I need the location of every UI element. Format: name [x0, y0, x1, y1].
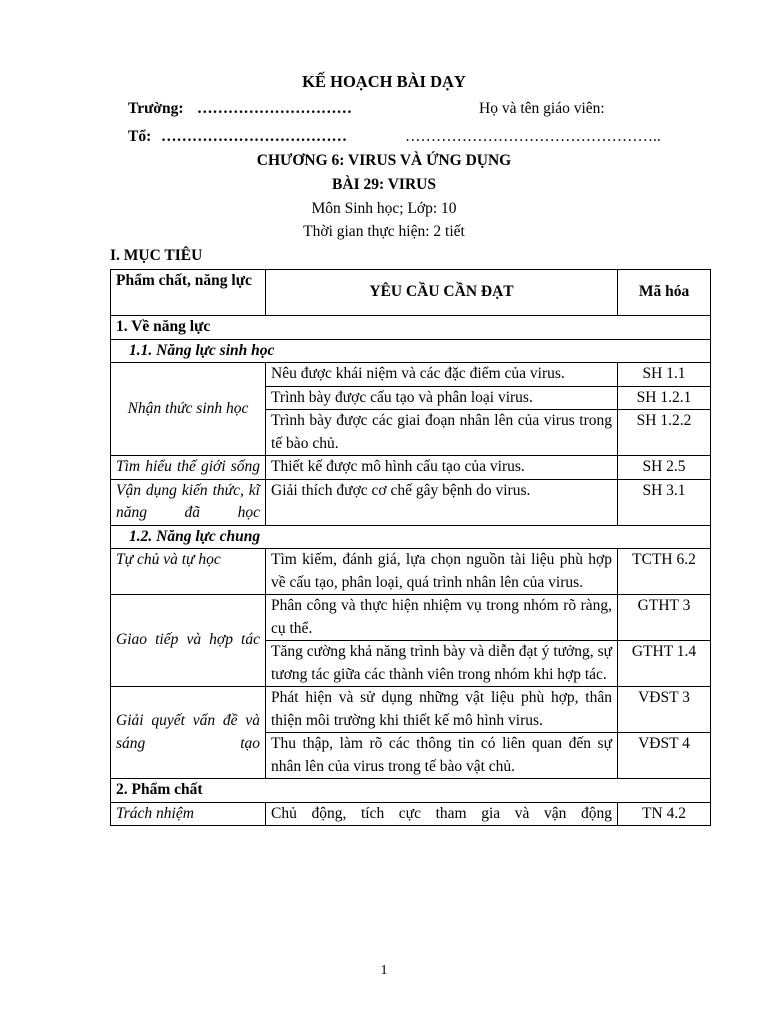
- school-label: Trường:: [128, 100, 184, 117]
- group-label: Tổ:: [128, 128, 152, 145]
- code-cell: GTHT 3: [618, 595, 711, 641]
- page-number: 1: [380, 963, 388, 978]
- group-title: 1. Về năng lực: [111, 316, 711, 340]
- table-header-row: [111, 270, 711, 316]
- competency-cell: Nhận thức sinh học: [111, 363, 266, 456]
- header-requirement: YÊU CẦU CẦN ĐẠT: [266, 270, 618, 316]
- code-cell: TN 4.2: [618, 802, 711, 826]
- requirement-cell: Phân công và thực hiện nhiệm vụ trong nhóm rõ ràng, cụ thể.: [266, 595, 618, 641]
- table-row: [111, 363, 711, 387]
- competency-cell: Tìm hiểu thế giới sống: [111, 456, 266, 480]
- objectives-table: [110, 269, 711, 826]
- code-cell: VĐST 4: [618, 733, 711, 779]
- code-cell: SH 2.5: [618, 456, 711, 480]
- lesson-title: BÀI 29: VIRUS: [332, 176, 436, 193]
- table-row: [111, 802, 711, 826]
- requirement-cell: Trình bày được cấu tạo và phân loại virus.: [266, 386, 618, 410]
- table-row: [111, 549, 711, 595]
- header-code: Mã hóa: [618, 270, 711, 316]
- group-title: 2. Phẩm chất: [111, 779, 711, 803]
- table-row: [111, 687, 711, 733]
- duration-line: Thời gian thực hiện: 2 tiết: [303, 223, 465, 240]
- teacher-label: Họ và tên giáo viên:: [479, 100, 605, 117]
- competency-cell: Giao tiếp và hợp tác: [111, 595, 266, 687]
- competency-cell: Giải quyết vấn đề và sáng tạo: [111, 687, 266, 779]
- group-row: [111, 779, 711, 803]
- requirement-cell: Chủ động, tích cực tham gia và vận động: [266, 802, 618, 826]
- section-title: I. MỤC TIÊU: [110, 247, 203, 264]
- document-title: KẾ HOẠCH BÀI DẠY: [302, 72, 466, 91]
- code-cell: SH 1.2.1: [618, 386, 711, 410]
- competency-cell: Vận dụng kiến thức, kĩ năng đã học: [111, 479, 266, 525]
- code-cell: SH 3.1: [618, 479, 711, 525]
- requirement-cell: Tìm kiếm, đánh giá, lựa chọn nguồn tài liệu phù hợp về cấu tạo, phân loại, quá trình nhân lên của virus.: [266, 549, 618, 595]
- requirement-cell: Thiết kế được mô hình cấu tạo của virus.: [266, 456, 618, 480]
- requirement-cell: Trình bày được các giai đoạn nhân lên của virus trong tế bào chủ.: [266, 410, 618, 456]
- code-cell: GTHT 1.4: [618, 641, 711, 687]
- requirement-cell: Thu thập, làm rõ các thông tin có liên quan đến sự nhân lên của virus trong tế bào vật chủ.: [266, 733, 618, 779]
- requirement-cell: Phát hiện và sử dụng những vật liệu phù hợp, thân thiện môi trường khi thiết kế mô hình virus.: [266, 687, 618, 733]
- competency-cell: Tự chủ và tự học: [111, 549, 266, 595]
- table-row: [111, 479, 711, 525]
- chapter-title: CHƯƠNG 6: VIRUS VÀ ỨNG DỤNG: [256, 152, 512, 169]
- code-cell: SH 1.1: [618, 363, 711, 387]
- group-dots: ………………………………: [161, 128, 347, 145]
- requirement-cell: Tăng cường khả năng trình bày và diễn đạt ý tưởng, sự tương tác giữa các thành viên trong nhóm khi hợp tác.: [266, 641, 618, 687]
- code-cell: VĐST 3: [618, 687, 711, 733]
- group-row: [111, 316, 711, 340]
- subgroup-row: [111, 339, 711, 363]
- table-row: [111, 595, 711, 641]
- school-dots: …………………………: [197, 100, 352, 117]
- teacher-dots: …………………………………………..: [405, 128, 661, 145]
- requirement-cell: Giải thích được cơ chế gây bệnh do virus.: [266, 479, 618, 525]
- competency-cell: Trách nhiệm: [111, 802, 266, 826]
- code-cell: TCTH 6.2: [618, 549, 711, 595]
- subgroup-title: 1.2. Năng lực chung: [111, 525, 711, 549]
- subgroup-title: 1.1. Năng lực sinh học: [111, 339, 711, 363]
- subject-line: Môn Sinh học; Lớp: 10: [311, 200, 457, 217]
- table-row: [111, 456, 711, 480]
- code-cell: SH 1.2.2: [618, 410, 711, 456]
- subgroup-row: [111, 525, 711, 549]
- header-competency: Phẩm chất, năng lực: [111, 270, 266, 316]
- requirement-cell: Nêu được khái niệm và các đặc điểm của virus.: [266, 363, 618, 387]
